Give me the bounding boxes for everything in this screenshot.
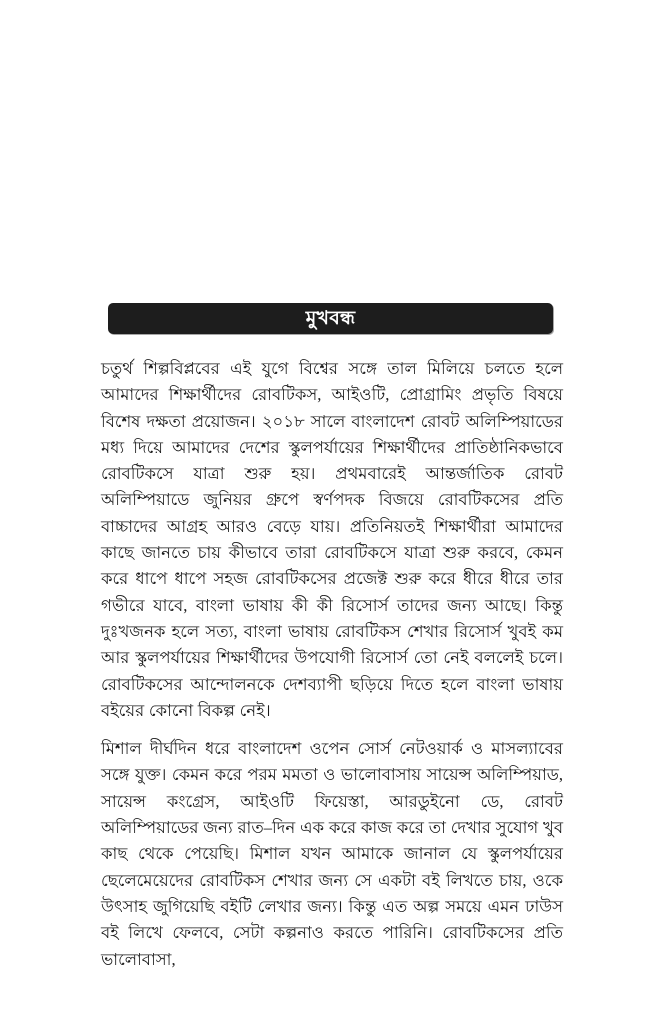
body-text [101,356,563,973]
chapter-title-banner [108,303,553,334]
chapter-title: মুখবন্ধ [305,308,356,329]
paragraph: চতুর্থ শিল্পবিপ্লবের এই যুগে বিশ্বের সঙ্গে তাল মিলিয়ে চলতে হলে আমাদের শিক্ষার্থীদের রোবটিকস, আইওটি, প্রোগ্রামিং প্রভৃতি বিষয়ে বিশেষ দক্ষতা প্রয়োজন। ২০১৮ সালে বাংলাদেশ রোবট অলিম্পিয়াডের মধ্য দিয়ে আমাদের দেশের স্কুলপর্যায়ের শিক্ষার্থীদের প্রাতিষ্ঠানিকভাবে রোবটিকসে যাত্রা শুরু হয়। প্রথমবারেই আন্তর্জাতিক রোবট অলিম্পিয়াডে জুনিয়র গ্রুপে স্বর্ণপদক বিজয়ে রোবটিকসের প্রতি বাচ্চাদের আগ্রহ আরও বেড়ে যায়। প্রতিনিয়তই শিক্ষার্থীরা আমাদের কাছে জানতে চায় কীভাবে তারা রোবটিকসে যাত্রা শুরু করবে, কেমন করে ধাপে ধাপে সহজ রোবটিকসের প্রজেক্ট শুরু করে ধীরে ধীরে তার গভীরে যাবে, বাংলা ভাষায় কী কী রিসোর্স তাদের জন্য আছে। কিন্তু দুঃখজনক হলে সত্য, বাংলা ভাষায় রোবটিকস শেখার রিসোর্স খুবই কম আর স্কুলপর্যায়ের শিক্ষার্থীদের উপযোগী রিসোর্স তো নেই বললেই চলে। রোবটিকসের আন্দোলনকে দেশব্যাপী ছড়িয়ে দিতে হলে বাংলা ভাষায় বইয়ের কোনো বিকল্প নেই। [101,359,563,720]
paragraph: মিশাল দীর্ঘদিন ধরে বাংলাদেশ ওপেন সোর্স নেটওয়ার্ক ও মাসল্যাবের সঙ্গে যুক্ত। কেমন করে পরম মমতা ও ভালোবাসায় সায়েন্স অলিম্পিয়াড, সায়েন্স কংগ্রেস, আইওটি ফিয়েস্তা, আরডুইনো ডে, রোবট অলিম্পিয়াডের জন্য রাত–দিন এক করে কাজ করে তা দেখার সুযোগ খুব কাছ থেকে পেয়েছি। মিশাল যখন আমাকে জানাল যে স্কুলপর্যায়ের ছেলেমেয়েদের রোবটিকস শেখার জন্য সে একটা বই লিখতে চায়, ওকে উৎসাহ জুগিয়েছি বইটি লেখার জন্য। কিন্তু এত অল্প সময়ে এমন ঢাউস বই লিখে ফেলবে, সেটা কল্পনাও করতে পারিনি। রোবটিকসের প্রতি ভালোবাসা, [101,739,563,969]
page-top-margin [0,0,663,303]
page-content [101,303,563,973]
